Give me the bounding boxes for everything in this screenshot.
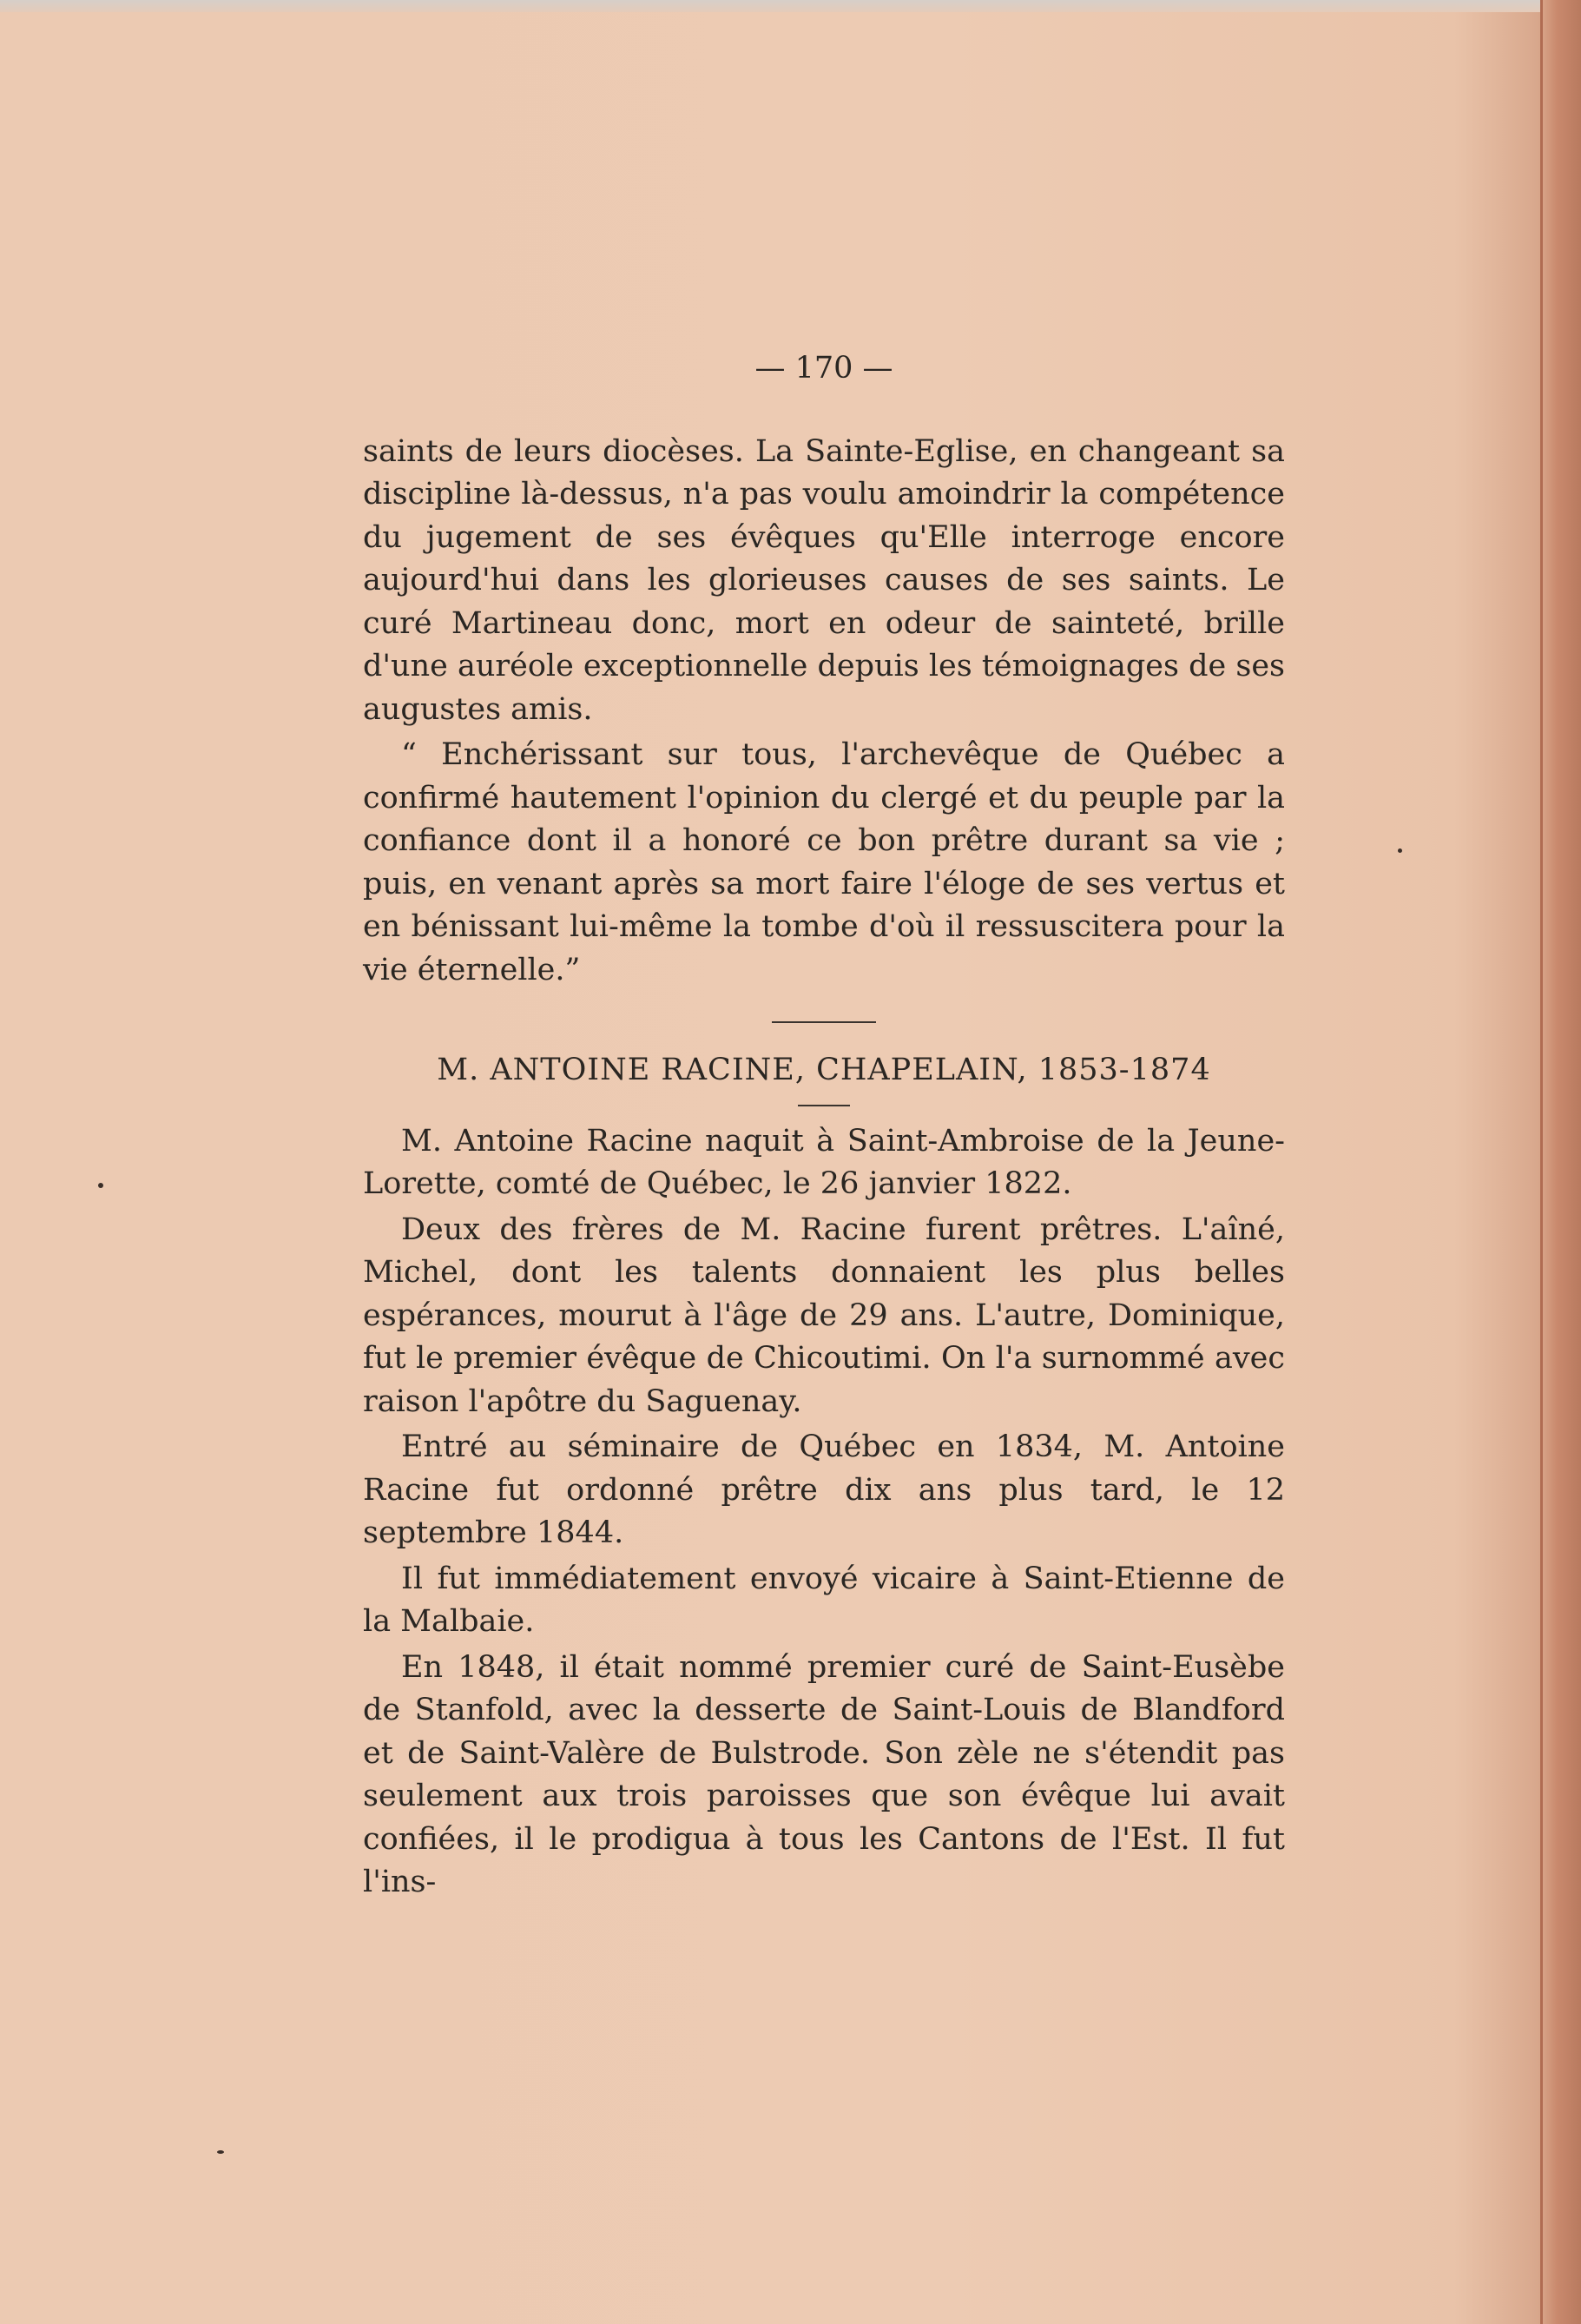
page-text xyxy=(363,347,1285,1905)
section-divider xyxy=(772,1021,876,1023)
page-binding-edge xyxy=(1541,0,1581,2324)
heading-underline xyxy=(798,1105,850,1106)
paragraph: M. Antoine Racine naquit à Saint-Ambroise de la Jeune-Lorette, comté de Québec, le 26 janvier 1822. xyxy=(363,1123,1285,1201)
paragraph: “ Enchérissant sur tous, l'archevêque de Québec a confirmé hautement l'opinion du clergé et du peuple par la confiance dont il a honoré ce bon prêtre durant sa vie ; puis, en venant après sa mort faire l'éloge de ses vertus et en bénissant lui-même la tombe d'où il ressuscitera pour la vie éternelle.” xyxy=(363,737,1285,987)
paragraph: saints de leurs diocèses. La Sainte-Eglise, en changeant sa discipline là-dessus, n'a pas voulu amoindrir la compétence du jugement de ses évêques qu'Elle interroge encore aujourd'hui dans les glorieuses causes de ses saints. Le curé Martineau donc, mort en odeur de sainteté, brille d'une auréole exceptionnelle depuis les témoignages de ses augustes amis. xyxy=(363,433,1285,727)
paragraph: En 1848, il était nommé premier curé de Saint-Eusèbe de Stanfold, avec la desserte de Saint-Louis de Blandford et de Saint-Valère de Bulstrode. Son zèle ne s'étendit pas seulement aux trois paroisses que son évêque lui avait confiées, il le prodigua à tous les Cantons de l'Est. Il fut l'ins- xyxy=(363,1649,1285,1899)
binding-line xyxy=(1540,0,1543,2324)
paper-speck xyxy=(98,1183,103,1188)
section-heading: M. ANTOINE RACINE, CHAPELAIN, 1853-1874 xyxy=(437,1053,1211,1087)
paper-speck xyxy=(217,2150,224,2154)
paragraph: Entré au séminaire de Québec en 1834, M. Antoine Racine fut ordonné prêtre dix ans plus tard, le 12 septembre 1844. xyxy=(363,1429,1285,1550)
paragraph: Deux des frères de M. Racine furent prêtres. L'aîné, Michel, dont les talents donnaient les plus belles espérances, mourut à l'âge de 29 ans. L'autre, Dominique, fut le premier évêque de Chicoutimi. On l'a surnommé avec raison l'apôtre du Saguenay. xyxy=(363,1212,1285,1419)
page-top-edge xyxy=(0,0,1581,12)
paragraph: Il fut immédiatement envoyé vicaire à Saint-Etienne de la Malbaie. xyxy=(363,1561,1285,1639)
paper-speck xyxy=(1398,848,1402,853)
page-number: — 170 — xyxy=(754,351,893,386)
